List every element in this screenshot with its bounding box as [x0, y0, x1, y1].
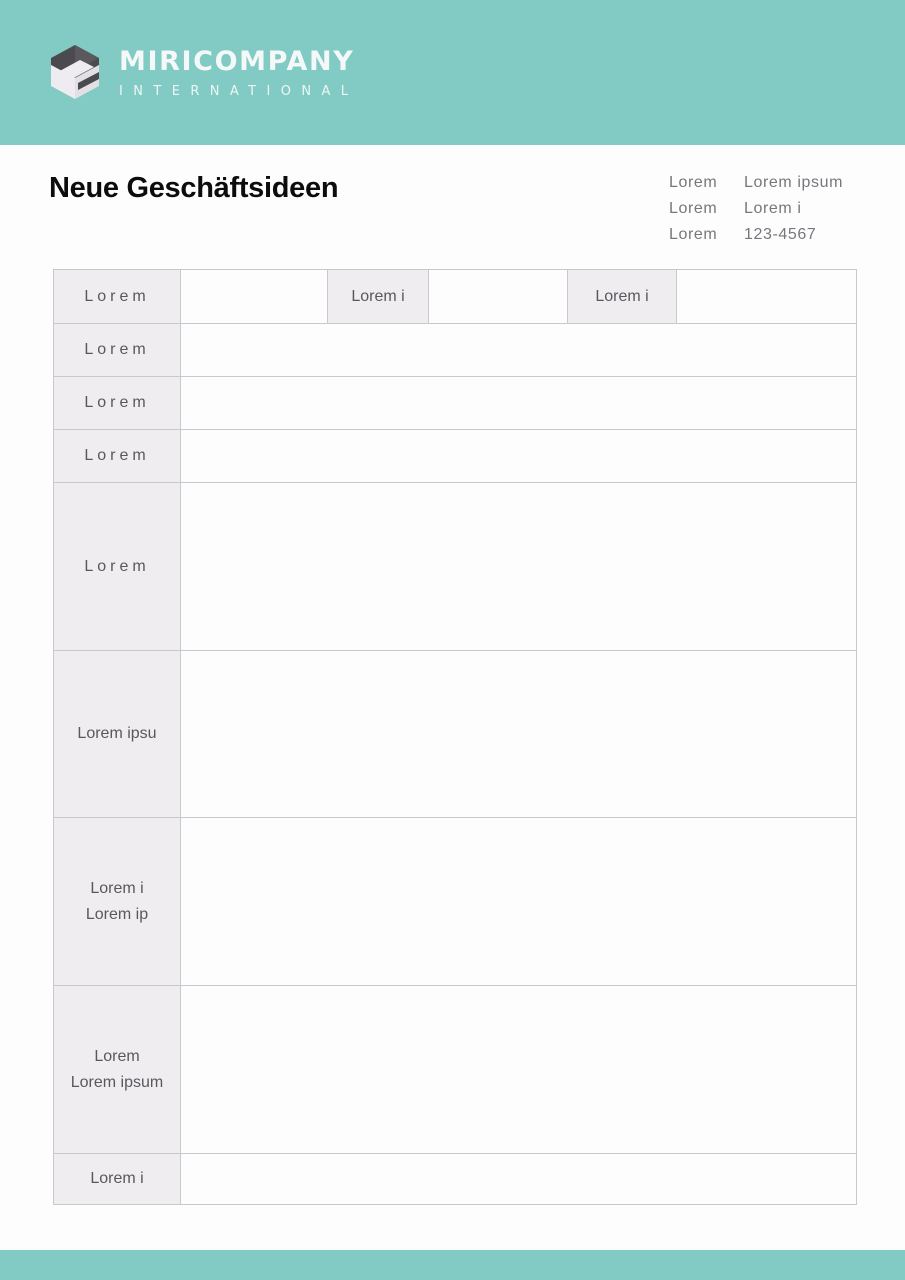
form-row	[54, 323, 856, 376]
value-field[interactable]	[181, 818, 856, 985]
idea-form-table	[53, 269, 857, 1205]
hexagon-logo-icon	[48, 43, 102, 101]
row-label-line: Lorem ip	[85, 905, 149, 923]
row-label: Lorem	[54, 430, 181, 482]
row-label: Lorem	[54, 324, 181, 376]
form-row	[54, 985, 856, 1153]
row-label: Lorem	[54, 483, 181, 650]
brand-name: MIRICOMPANY	[119, 46, 355, 77]
meta-label: Lorem	[669, 226, 718, 243]
header-banner	[0, 0, 905, 145]
value-field[interactable]	[181, 651, 856, 817]
sublabel-1: Lorem i	[328, 270, 429, 323]
row-label: Lorem	[54, 377, 181, 429]
form-row	[54, 482, 856, 650]
row-label: Lorem i	[54, 1154, 181, 1204]
page-title: Neue Geschäftsideen	[49, 172, 339, 204]
form-row	[54, 376, 856, 429]
meta-row	[669, 170, 843, 196]
row-label-line: Lorem	[94, 1047, 140, 1065]
row-label: Lorem	[54, 270, 181, 323]
value-field[interactable]	[181, 1154, 856, 1204]
row-label	[54, 986, 181, 1153]
value-field-1[interactable]	[181, 270, 328, 323]
form-row-header	[54, 270, 856, 323]
row-label-line: Lorem i	[90, 879, 144, 897]
form-row	[54, 817, 856, 985]
meta-label: Lorem	[669, 174, 718, 191]
value-field[interactable]	[181, 483, 856, 650]
value-field[interactable]	[181, 377, 856, 429]
value-field[interactable]	[181, 324, 856, 376]
form-row	[54, 650, 856, 817]
meta-value: Lorem ipsum	[744, 174, 844, 191]
value-field-3[interactable]	[677, 270, 856, 323]
sublabel-2: Lorem i	[568, 270, 677, 323]
meta-label: Lorem	[669, 200, 718, 217]
row-label	[54, 818, 181, 985]
meta-row	[669, 196, 843, 222]
footer-bar	[0, 1250, 905, 1280]
value-field[interactable]	[181, 430, 856, 482]
form-row	[54, 1153, 856, 1204]
value-field[interactable]	[181, 986, 856, 1153]
meta-row	[669, 222, 843, 248]
form-row	[54, 429, 856, 482]
row-label-line: Lorem ipsum	[70, 1073, 164, 1091]
document-meta	[669, 170, 843, 248]
value-field-2[interactable]	[429, 270, 568, 323]
meta-value: 123-4567	[744, 226, 817, 243]
meta-value: Lorem i	[744, 200, 802, 217]
brand-subtitle: INTERNATIONAL	[119, 84, 359, 99]
row-label: Lorem ipsu	[54, 651, 181, 817]
